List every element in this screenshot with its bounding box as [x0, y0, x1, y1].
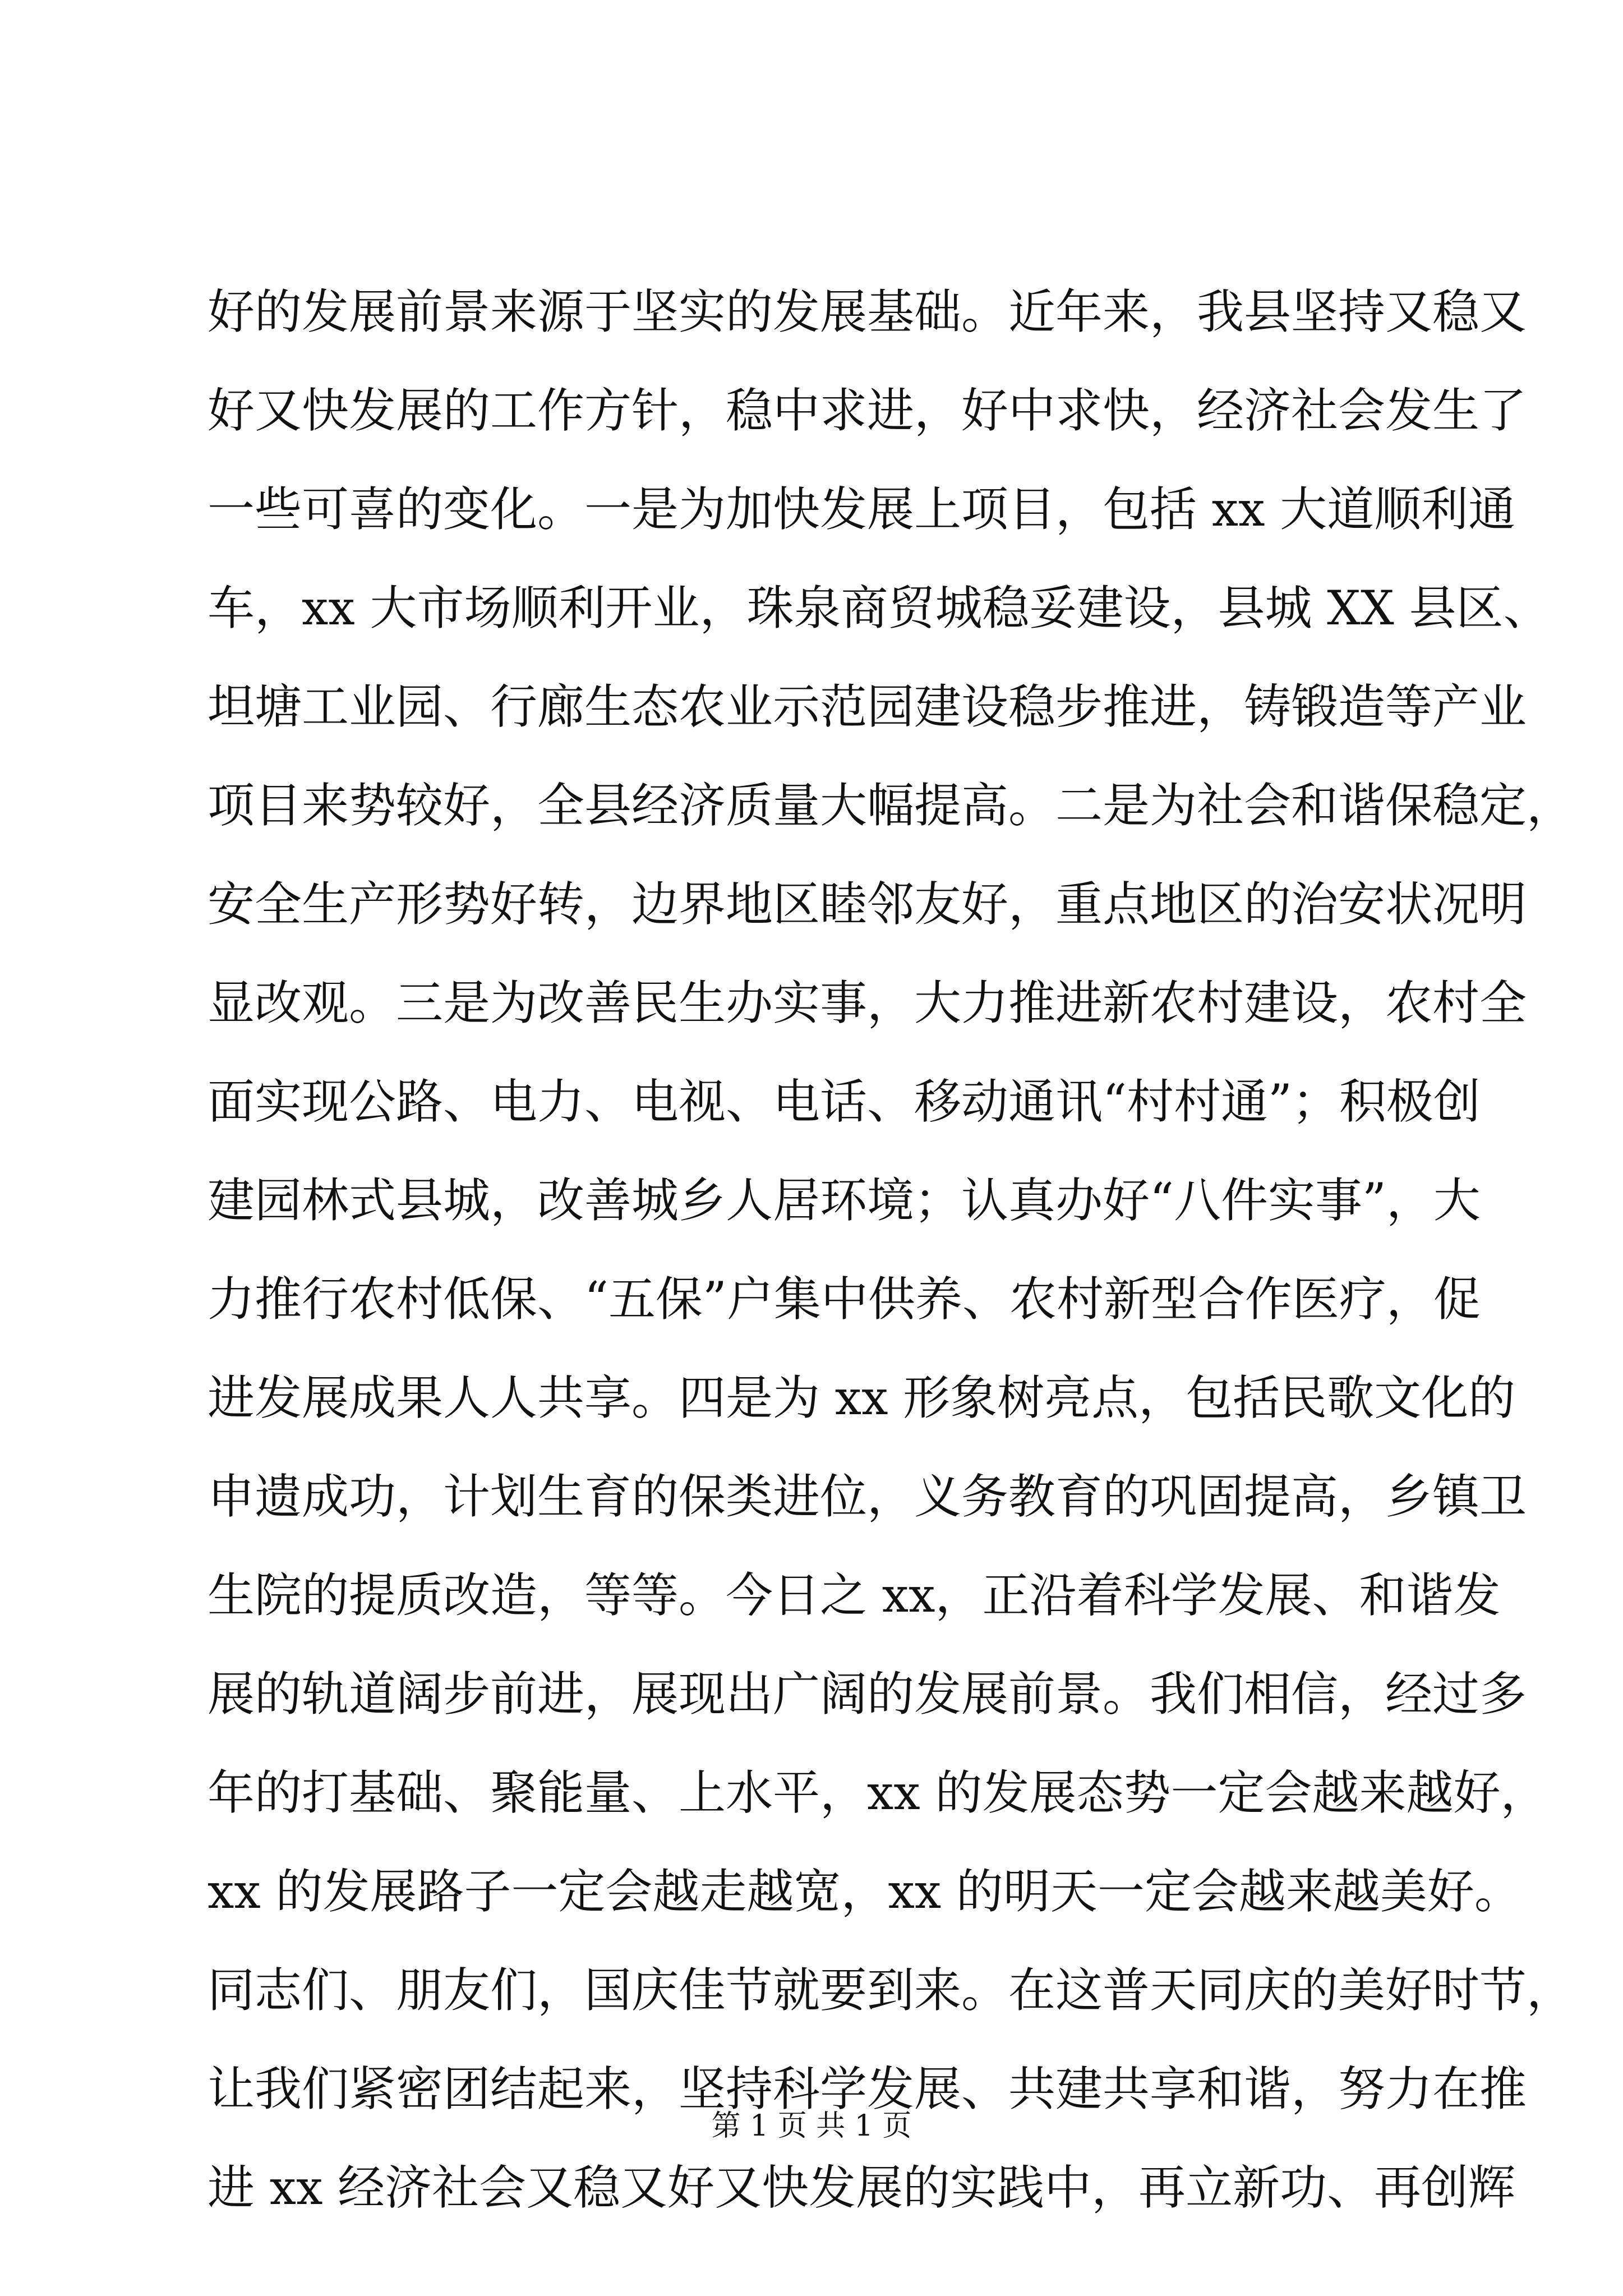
text-line: 一些可喜的变化。一是为加快发展上项目，包括 xx 大道顺利通 — [208, 482, 1516, 537]
text-line: 项目来势较好，全县经济质量大幅提高。二是为社会和谐保稳定， — [208, 778, 1574, 833]
text-line: 申遗成功，计划生育的保类进位，义务教育的巩固提高，乡镇卫 — [208, 1469, 1527, 1524]
text-line: 年的打基础、聚能量、上水平，xx 的发展态势一定会越来越好， — [208, 1765, 1548, 1820]
text-line: 显改观。三是为改善民生办实事，大力推进新农村建设，农村全 — [208, 976, 1527, 1030]
body-text — [208, 263, 1574, 2237]
text-line: 展的轨道阔步前进，展现出广阔的发展前景。我们相信，经过多 — [208, 1667, 1527, 1722]
text-line: 面实现公路、电力、电视、电话、移动通讯“村村通”；积极创 — [208, 1074, 1481, 1129]
text-line: 进发展成果人人共享。四是为 xx 形象树亮点，包括民歌文化的 — [208, 1370, 1516, 1425]
text-line: xx 的发展路子一定会越走越宽，xx 的明天一定会越来越美好。 — [208, 1864, 1521, 1919]
page-footer — [0, 2104, 1623, 2148]
text-line: 坦塘工业园、行廊生态农业示范园建设稳步推进，铸锻造等产业 — [208, 679, 1527, 734]
text-line: 好的发展前景来源于坚实的发展基础。近年来，我县坚持又稳又 — [208, 284, 1527, 339]
text-line: 车，xx 大市场顺利开业，珠泉商贸城稳妥建设，县城 XX 县区、 — [208, 581, 1551, 636]
text-line: 建园林式县城，改善城乡人居环境；认真办好“八件实事”，大 — [208, 1173, 1481, 1228]
text-line: 进 xx 经济社会又稳又好又快发展的实践中，再立新功、再创辉 — [208, 2160, 1516, 2215]
text-line: 生院的提质改造，等等。今日之 xx，正沿着科学发展、和谐发 — [208, 1568, 1501, 1623]
text-line: 安全生产形势好转，边界地区睦邻友好，重点地区的治安状况明 — [208, 877, 1527, 932]
page-number-label: 第 1 页 共 1 页 — [711, 2109, 912, 2143]
text-line: 好又快发展的工作方针，稳中求进，好中求快，经济社会发生了 — [208, 383, 1527, 438]
text-line: 让我们紧密团结起来，坚持科学发展、共建共享和谐，努力在推 — [208, 2062, 1527, 2116]
text-line: 同志们、朋友们，国庆佳节就要到来。在这普天同庆的美好时节， — [208, 1963, 1574, 2018]
text-line: 力推行农村低保、“五保”户集中供养、农村新型合作医疗，促 — [208, 1272, 1481, 1327]
